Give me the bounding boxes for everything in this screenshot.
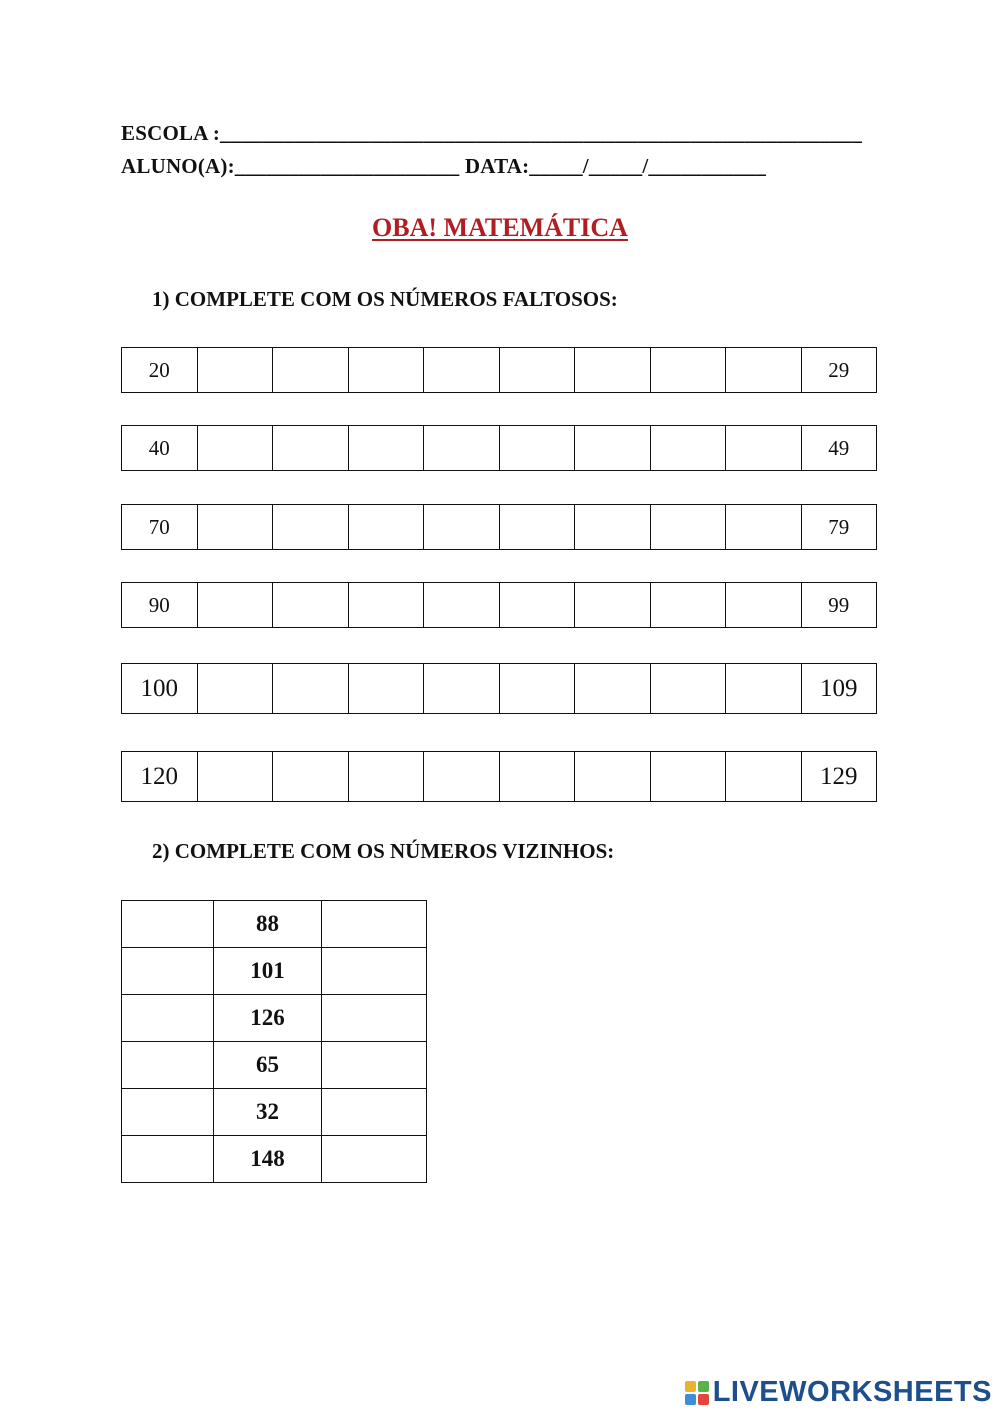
blank-cell[interactable]	[726, 664, 802, 714]
given-number-cell: 32	[214, 1089, 322, 1136]
liveworksheets-logo-icon	[685, 1381, 709, 1405]
blank-cell[interactable]	[348, 348, 424, 393]
blank-cell[interactable]	[499, 505, 575, 550]
sequence-start-cell: 40	[122, 426, 198, 471]
blank-cell[interactable]	[197, 505, 273, 550]
given-number-cell: 148	[214, 1136, 322, 1183]
liveworksheets-brand	[685, 1376, 992, 1409]
successor-blank-cell[interactable]	[322, 1136, 427, 1183]
blank-cell[interactable]	[499, 752, 575, 802]
blank-cell[interactable]	[197, 752, 273, 802]
predecessor-blank-cell[interactable]	[122, 1089, 214, 1136]
successor-blank-cell[interactable]	[322, 995, 427, 1042]
blank-cell[interactable]	[197, 426, 273, 471]
sequence-end-cell: 99	[801, 583, 877, 628]
blank-cell[interactable]	[273, 664, 349, 714]
blank-cell[interactable]	[650, 583, 726, 628]
blank-cell[interactable]	[197, 583, 273, 628]
blank-cell[interactable]	[348, 505, 424, 550]
blank-cell[interactable]	[273, 752, 349, 802]
successor-blank-cell[interactable]	[322, 901, 427, 948]
given-number-cell: 126	[214, 995, 322, 1042]
blank-cell[interactable]	[575, 752, 651, 802]
blank-cell[interactable]	[575, 583, 651, 628]
blank-cell[interactable]	[650, 505, 726, 550]
blank-cell[interactable]	[575, 505, 651, 550]
sequence-end-cell: 129	[801, 752, 877, 802]
sequence-start-cell: 20	[122, 348, 198, 393]
sequence-row	[121, 582, 877, 628]
blank-cell[interactable]	[424, 426, 500, 471]
successor-blank-cell[interactable]	[322, 1042, 427, 1089]
sequence-row	[121, 663, 877, 714]
sequence-start-cell: 70	[122, 505, 198, 550]
predecessor-blank-cell[interactable]	[122, 901, 214, 948]
sequence-start-cell: 100	[122, 664, 198, 714]
sequence-end-cell: 29	[801, 348, 877, 393]
sequence-row	[121, 347, 877, 393]
student-date-field-line: ALUNO(A):_____________________ DATA:_____/_____/___________	[121, 154, 767, 178]
blank-cell[interactable]	[575, 426, 651, 471]
question-1-label: 1) COMPLETE COM OS NÚMEROS FALTOSOS:	[152, 287, 618, 311]
blank-cell[interactable]	[197, 664, 273, 714]
sequence-start-cell: 120	[122, 752, 198, 802]
sequence-end-cell: 79	[801, 505, 877, 550]
blank-cell[interactable]	[726, 752, 802, 802]
successor-blank-cell[interactable]	[322, 1089, 427, 1136]
sequence-row	[121, 504, 877, 550]
blank-cell[interactable]	[348, 426, 424, 471]
sequence-end-cell: 49	[801, 426, 877, 471]
given-number-cell: 65	[214, 1042, 322, 1089]
blank-cell[interactable]	[575, 348, 651, 393]
blank-cell[interactable]	[273, 583, 349, 628]
blank-cell[interactable]	[424, 348, 500, 393]
blank-cell[interactable]	[499, 664, 575, 714]
blank-cell[interactable]	[424, 664, 500, 714]
blank-cell[interactable]	[726, 348, 802, 393]
successor-blank-cell[interactable]	[322, 948, 427, 995]
blank-cell[interactable]	[197, 348, 273, 393]
blank-cell[interactable]	[499, 583, 575, 628]
blank-cell[interactable]	[650, 348, 726, 393]
blank-cell[interactable]	[424, 752, 500, 802]
blank-cell[interactable]	[726, 426, 802, 471]
sequence-end-cell: 109	[801, 664, 877, 714]
blank-cell[interactable]	[499, 348, 575, 393]
blank-cell[interactable]	[726, 583, 802, 628]
sequence-row	[121, 425, 877, 471]
predecessor-blank-cell[interactable]	[122, 1042, 214, 1089]
blank-cell[interactable]	[424, 505, 500, 550]
blank-cell[interactable]	[273, 426, 349, 471]
blank-cell[interactable]	[348, 583, 424, 628]
blank-cell[interactable]	[499, 426, 575, 471]
given-number-cell: 88	[214, 901, 322, 948]
blank-cell[interactable]	[575, 664, 651, 714]
sequence-start-cell: 90	[122, 583, 198, 628]
neighbors-table	[121, 900, 427, 1183]
blank-cell[interactable]	[273, 348, 349, 393]
given-number-cell: 101	[214, 948, 322, 995]
page-title: OBA! MATEMÁTICA	[372, 213, 628, 242]
blank-cell[interactable]	[273, 505, 349, 550]
blank-cell[interactable]	[650, 664, 726, 714]
blank-cell[interactable]	[348, 664, 424, 714]
blank-cell[interactable]	[348, 752, 424, 802]
predecessor-blank-cell[interactable]	[122, 995, 214, 1042]
blank-cell[interactable]	[424, 583, 500, 628]
school-field-line: ESCOLA :____________________________________________________________	[121, 121, 863, 145]
question-2-label: 2) COMPLETE COM OS NÚMEROS VIZINHOS:	[152, 839, 615, 863]
sequence-row	[121, 751, 877, 802]
predecessor-blank-cell[interactable]	[122, 948, 214, 995]
brand-name: LIVEWORKSHEETS	[712, 1376, 992, 1408]
blank-cell[interactable]	[726, 505, 802, 550]
blank-cell[interactable]	[650, 752, 726, 802]
blank-cell[interactable]	[650, 426, 726, 471]
predecessor-blank-cell[interactable]	[122, 1136, 214, 1183]
